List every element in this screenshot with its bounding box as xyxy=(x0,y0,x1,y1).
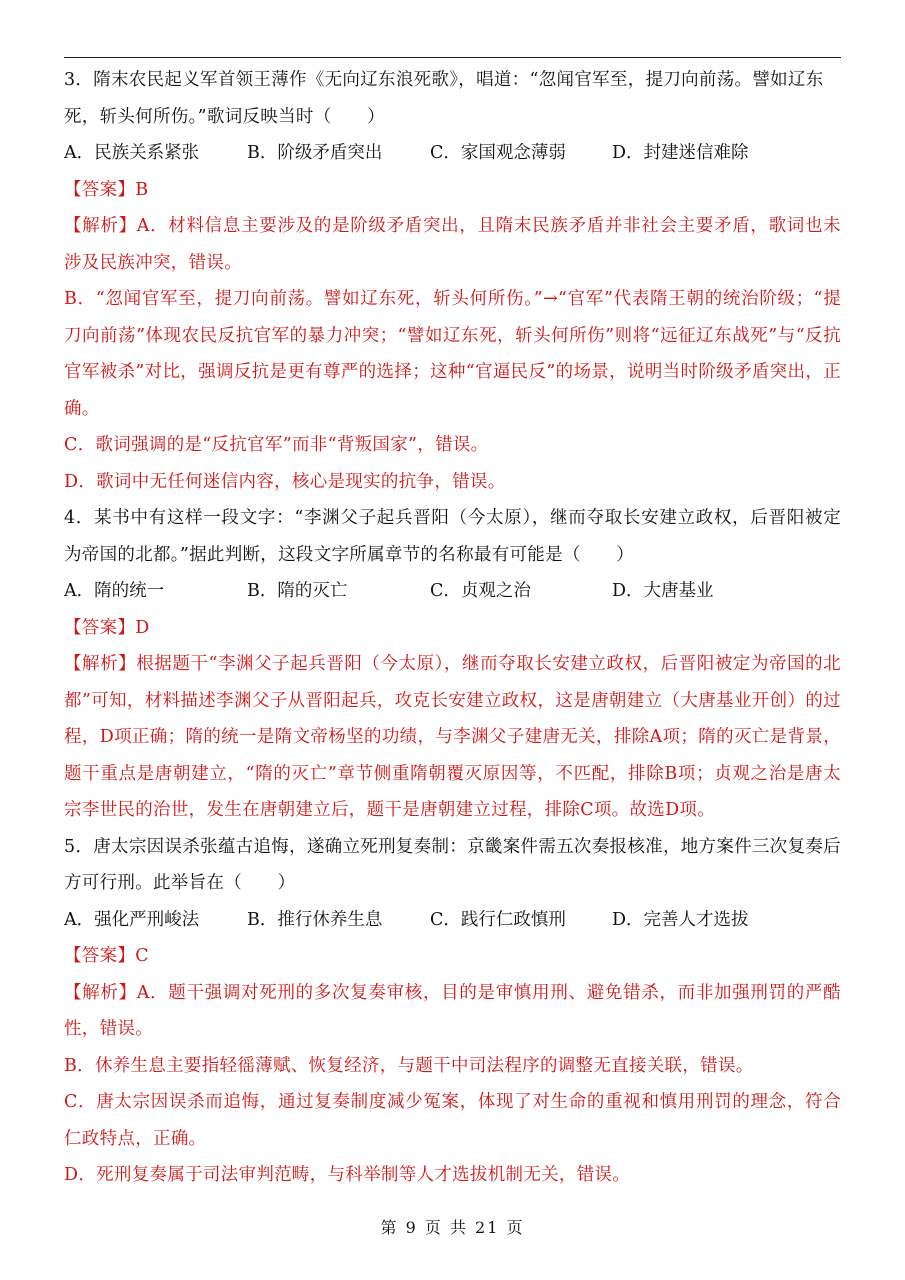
analysis-paragraph: 【解析】A．题干强调对死刑的多次复奏审核，目的是审慎用刑、避免错杀，而非加强刑罚的严酷性，错误。 xyxy=(64,982,841,1039)
answer-label: 【答案】D xyxy=(64,617,150,638)
option-row xyxy=(64,902,841,939)
question-5 xyxy=(64,829,841,1194)
option-row xyxy=(64,135,841,172)
question-stem-line: 3．隋末农民起义军首领王薄作《无向辽东浪死歌》，唱道：“忽闻官军至，提刀向前荡。譬如辽东 xyxy=(64,70,824,90)
option-c: C．贞观之治 xyxy=(430,581,531,601)
page-number: 第 9 页 共 21 页 xyxy=(380,1218,525,1237)
analysis-paragraph: 【解析】根据题干“李渊父子起兵晋阳（今太原），继而夺取长安建立政权，后晋阳被定为帝国的北都”可知，材料描述李渊父子从晋阳起兵，攻克长安建立政权，这是唐朝建立（大唐基业开创）的过程，D项正确；隋的统一是隋文帝杨坚的功绩，与李渊父子建唐无关，排除A项；隋的灭亡是背景，题干重点是唐朝建立，“隋的灭亡”章节侧重隋朝覆灭原因等，不匹配，排除B项；贞观之治是唐太宗李世民的治世，发生在唐朝建立后，题干是唐朝建立过程，排除C项。故选D项。 xyxy=(64,654,841,820)
answer-label: 【答案】C xyxy=(64,946,149,966)
option-c: C．家国观念薄弱 xyxy=(430,143,566,163)
option-d: D．完善人才选拔 xyxy=(612,909,749,930)
page-content xyxy=(64,62,841,1194)
option-a: A．强化严刑峻法 xyxy=(64,909,200,930)
analysis-paragraph: D．死刑复奏属于司法审判范畴，与科举制等人才选拔机制无关，错误。 xyxy=(64,1165,631,1185)
question-4 xyxy=(64,500,841,829)
analysis-paragraph: 【解析】A．材料信息主要涉及的是阶级矛盾突出，且隋末民族矛盾并非社会主要矛盾，歌词也未涉及民族冲突，错误。 xyxy=(64,216,841,273)
analysis-paragraph: D．歌词中无任何迷信内容，核心是现实的抗争，错误。 xyxy=(64,471,506,492)
option-b: B．推行休养生息 xyxy=(247,909,383,930)
option-d: D．大唐基业 xyxy=(612,581,714,601)
header-rule xyxy=(64,57,841,58)
answer-label: 【答案】B xyxy=(64,179,149,200)
question-stem-line: 死，斩头何所伤。”歌词反映当时（ ） xyxy=(64,106,385,127)
option-b: B．隋的灭亡 xyxy=(247,581,348,601)
option-a: A．民族关系紧张 xyxy=(64,143,200,163)
option-row xyxy=(64,573,841,610)
option-d: D．封建迷信难除 xyxy=(612,143,749,163)
option-b: B．阶级矛盾突出 xyxy=(247,143,383,163)
option-c: C．践行仁政慎刑 xyxy=(430,909,566,930)
question-stem: 5．唐太宗因误杀张蕴古追悔，遂确立死刑复奏制：京畿案件需五次奏报核准，地方案件三次复奏后方可行刑。此举旨在（ ） xyxy=(64,836,841,893)
analysis-paragraph: B．“忽闻官军至，提刀向前荡。譬如辽东死，斩头何所伤。”→“官军”代表隋王朝的统治阶级；“提刀向前荡”体现农民反抗官军的暴力冲突；“譬如辽东死，斩头何所伤”则将“远征辽东战死”与“反抗官军被杀”对比，强调反抗是更有尊严的选择；这种“官逼民反”的场景，说明当时阶级矛盾突出，正确。 xyxy=(64,289,841,419)
question-stem: 4．某书中有这样一段文字：“李渊父子起兵晋阳（今太原），继而夺取长安建立政权，后晋阳被定为帝国的北都。”据此判断，这段文字所属章节的名称最有可能是（ ） xyxy=(64,508,841,565)
analysis-paragraph: B．休养生息主要指轻徭薄赋、恢复经济，与题干中司法程序的调整无直接关联，错误。 xyxy=(64,1055,754,1076)
question-3 xyxy=(64,62,841,500)
analysis-paragraph: C．歌词强调的是“反抗官军”而非“背叛国家”，错误。 xyxy=(64,435,489,455)
analysis-paragraph: C．唐太宗因误杀而追悔，通过复奏制度减少冤案，体现了对生命的重视和慎用刑罚的理念，符合仁政特点，正确。 xyxy=(64,1092,841,1149)
option-a: A．隋的统一 xyxy=(64,581,165,601)
